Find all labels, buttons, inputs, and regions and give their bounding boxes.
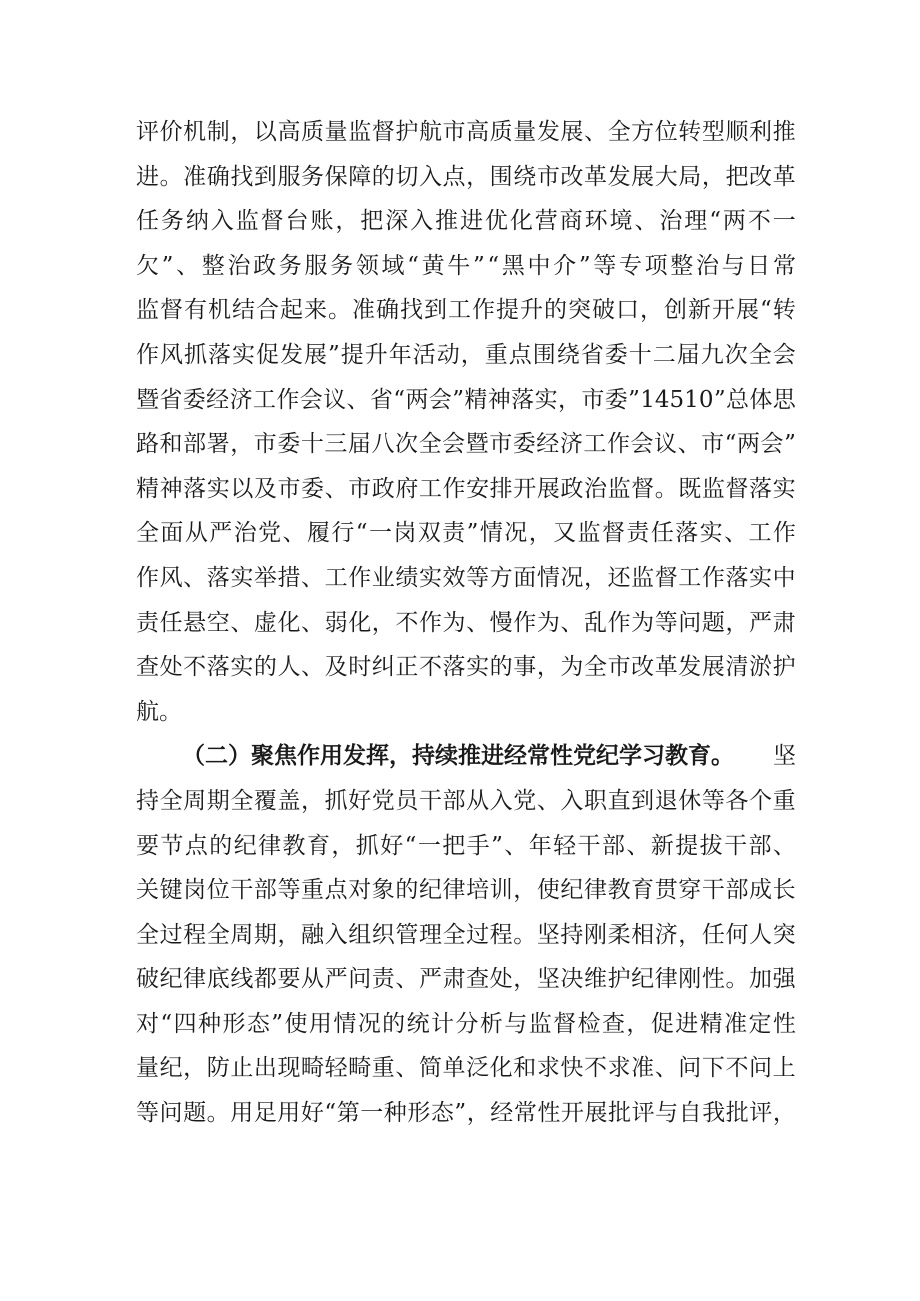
- heading-line-rest: 坚: [773, 743, 796, 770]
- text-line: 查 处 不 落 实 的 人 、 及 时 纠 正 不 落 实 的 事 ， 为 全 市 改 革 发 展 清 淤 护: [136, 654, 796, 681]
- document-body: [136, 110, 796, 1136]
- text-line: 作 风 抓 落 实 促 发 展 ” 提 升 年 活 动 ， 重 点 围 绕 省 委 十 二 届 九 次 全 会: [136, 341, 796, 368]
- text-line: 航。: [136, 698, 182, 725]
- text-line: 欠 ” 、 整 治 政 务 服 务 领 域 “ 黄 牛 ” “ 黑 中 介 ” 等 专 项 整 治 与 日 常: [136, 252, 796, 279]
- text-line: 破 纪 律 底 线 都 要 从 严 问 责 、 严 肃 查 处 ， 坚 决 维 护 纪 律 刚 性 。 加 强: [136, 966, 796, 993]
- text-line: 路 和 部 署 ， 市 委 十 三 届 八 次 全 会 暨 市 委 经 济 工 作 会 议 、 市 “ 两 会 ”: [136, 431, 796, 458]
- text-line: 关 键 岗 位 干 部 等 重 点 对 象 的 纪 律 培 训 ， 使 纪 律 教 育 贯 穿 干 部 成 长: [136, 877, 796, 904]
- text-line: 任 务 纳 入 监 督 台 账 ， 把 深 入 推 进 优 化 营 商 环 境 、 治 理 “ 两 不 一: [136, 208, 796, 235]
- section-heading: （二）聚焦作用发挥，持续推进经常性党纪学习教育。: [182, 742, 734, 770]
- text-line: 要 节 点 的 纪 律 教 育 ， 抓 好 “ 一 把 手 ” 、 年 轻 干 部 、 新 提 拔 干 部 、: [136, 832, 796, 859]
- text-line: 责 任 悬 空 、 虚 化 、 弱 化 ， 不 作 为 、 慢 作 为 、 乱 作 为 等 问 题 ， 严 肃: [136, 609, 796, 636]
- text-line: 评 价 机 制 ， 以 高 质 量 监 督 护 航 市 高 质 量 发 展 、 全 方 位 转 型 顺 利 推: [136, 119, 796, 145]
- text-line: 等 问 题 。 用 足 用 好 “ 第 一 种 形 态 ” ， 经 常 性 开 展 批 评 与 自 我 批 评 ，: [136, 1100, 796, 1127]
- text-line: 作 风 、 落 实 举 措 、 工 作 业 绩 实 效 等 方 面 情 况 ， 还 监 督 工 作 落 实 中: [136, 564, 796, 591]
- text-line: 全 面 从 严 治 党 、 履 行 “ 一 岗 双 责 ” 情 况 ， 又 监 督 责 任 落 实 、 工 作: [136, 520, 796, 547]
- text-line: 持 全 周 期 全 覆 盖 ， 抓 好 党 员 干 部 从 入 党 、 入 职 直 到 退 休 等 各 个 重: [136, 787, 796, 814]
- text-line: 进 。 准 确 找 到 服 务 保 障 的 切 入 点 ， 围 绕 市 改 革 发 展 大 局 ， 把 改 革: [136, 163, 796, 190]
- text-line: 精 神 落 实 以 及 市 委 、 市 政 府 工 作 安 排 开 展 政 治 监 督 。 既 监 督 落 实: [136, 475, 796, 502]
- text-line: 监 督 有 机 结 合 起 来 。 准 确 找 到 工 作 提 升 的 突 破 口 ， 创 新 开 展 “ 转: [136, 297, 796, 324]
- text-line: 量 纪 ， 防 止 出 现 畸 轻 畸 重 、 简 单 泛 化 和 求 快 不 求 准 、 问 下 不 问 上: [136, 1055, 796, 1082]
- section-heading-line: [136, 734, 796, 779]
- text-line: 全 过 程 全 周 期 ， 融 入 组 织 管 理 全 过 程 。 坚 持 刚 柔 相 济 ， 任 何 人 突: [136, 921, 796, 948]
- text-line: 暨 省 委 经 济 工 作 会 议 、 省 “ 两 会 ” 精 神 落 实 ， 市 委 ” 14510 ” 总 体 思: [136, 386, 796, 413]
- text-line: 对 “ 四 种 形 态 ” 使 用 情 况 的 统 计 分 析 与 监 督 检 查 ， 促 进 精 准 定 性: [136, 1010, 796, 1037]
